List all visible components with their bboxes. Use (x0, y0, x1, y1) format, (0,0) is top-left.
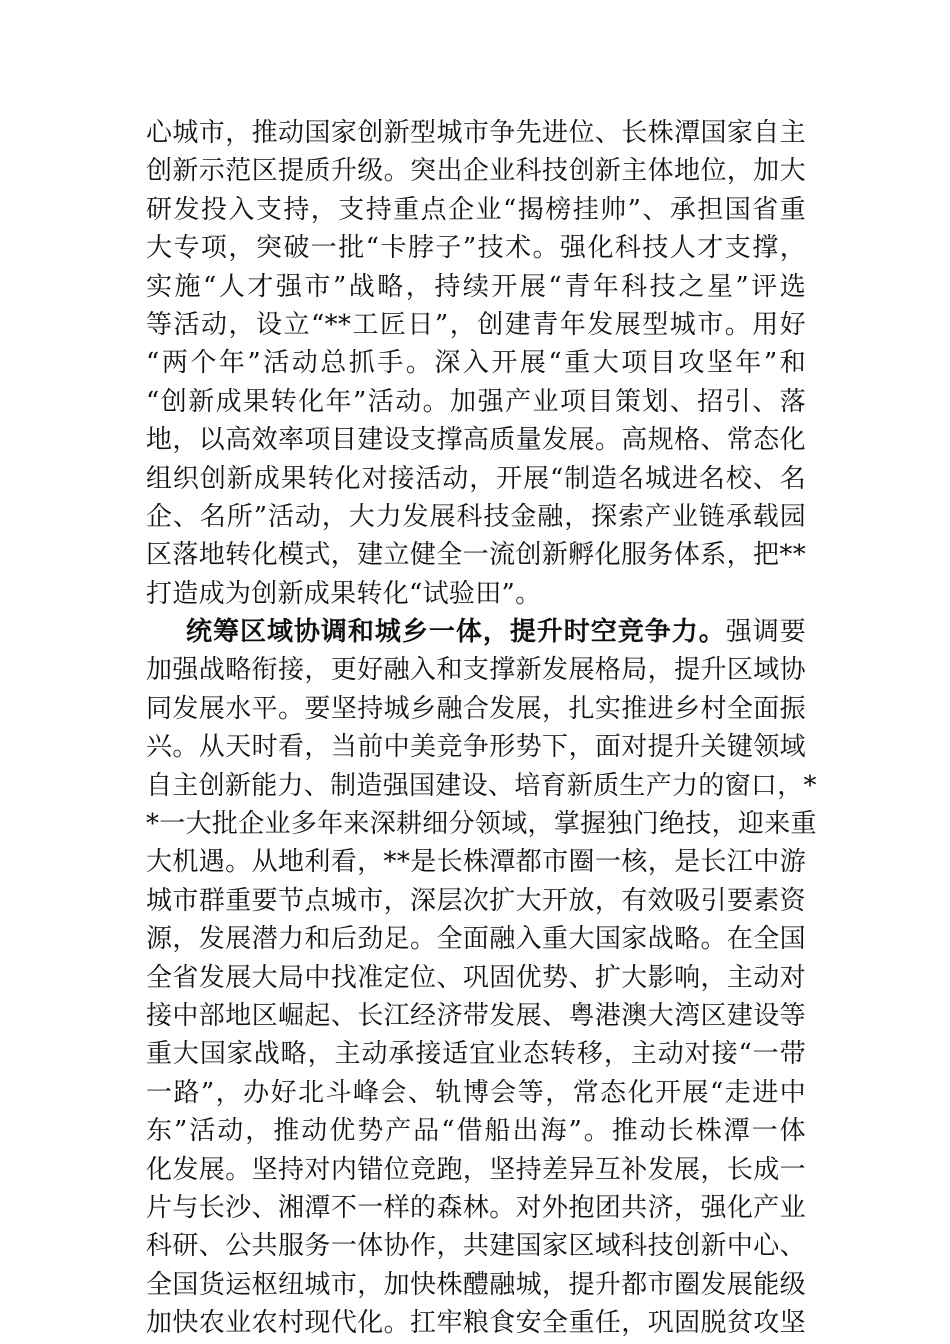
text-line: 自主创新能力、制造强国建设、培育新质生产力的窗口，* (146, 770, 817, 801)
text-line: 同发展水平。要坚持城乡融合发展，扎实推进乡村全面振 (146, 693, 806, 724)
text-line: 一路”，办好北斗峰会、轨博会等，常态化开展“走进中 (146, 1077, 806, 1108)
text-line: 重大国家战略，主动承接适宜业态转移，主动对接“一带 (146, 1039, 806, 1070)
text-line: 大机遇。从地利看，**是长株潭都市圈一核，是长江中游 (146, 847, 806, 878)
text-line: 区落地转化模式，建立健全一流创新孵化服务体系，把** (146, 540, 806, 571)
text-line: 全省发展大局中找准定位、巩固优势、扩大影响，主动对 (146, 962, 806, 993)
text-line: 研发投入支持，支持重点企业“揭榜挂帅”、承担国省重 (146, 194, 806, 225)
text-fragment: 强调要 (725, 617, 806, 648)
paragraph-1 (146, 114, 806, 613)
text-line: “创新成果转化年”活动。加强产业项目策划、招引、落 (146, 386, 806, 417)
text-line: 城市群重要节点城市，深层次扩大开放，有效吸引要素资 (146, 885, 806, 916)
text-line: 加强战略衔接，更好融入和支撑新发展格局，提升区域协 (146, 655, 806, 686)
paragraph-2 (146, 613, 817, 1342)
text-line: 化发展。坚持对内错位竞跑，坚持差异互补发展，长成一 (146, 1154, 806, 1185)
paragraph-2-first-line (146, 613, 806, 651)
text-line: “两个年”活动总抓手。深入开展“重大项目攻坚年”和 (146, 348, 806, 379)
text-line: 创新示范区提质升级。突出企业科技创新主体地位，加大 (146, 156, 806, 187)
text-line: 全国货运枢纽城市，加快株醴融城，提升都市圈发展能级 (146, 1269, 806, 1300)
text-line: 接中部地区崛起、长江经济带发展、粤港澳大湾区建设等 (146, 1000, 806, 1031)
text-line: 组织创新成果转化对接活动，开展“制造名城进名校、名 (146, 463, 806, 494)
text-line: *一大批企业多年来深耕细分领域，掌握独门绝技，迎来重 (146, 809, 817, 840)
text-line: 打造成为创新成果转化“试验田”。 (146, 578, 542, 609)
text-line: 加快农业农村现代化。扛牢粮食安全重任，巩固脱贫攻坚 (146, 1308, 806, 1339)
text-line: 兴。从天时看，当前中美竞争形势下，面对提升关键领域 (146, 732, 806, 763)
text-line: 片与长沙、湘潭不一样的森林。对外抱团共济，强化产业 (146, 1192, 806, 1223)
text-line: 大专项，突破一批“卡脖子”技术。强化科技人才支撑， (146, 233, 806, 264)
text-line: 实施“人才强市”战略，持续开展“青年科技之星”评选 (146, 271, 806, 302)
section-heading: 统筹区域协调和城乡一体，提升时空竞争力。 (186, 617, 726, 648)
text-line: 源，发展潜力和后劲足。全面融入重大国家战略。在全国 (146, 924, 806, 955)
text-line: 科研、公共服务一体协作，共建国家区域科技创新中心、 (146, 1231, 806, 1262)
document-body (146, 114, 817, 1343)
text-line: 企、名所”活动，大力发展科技金融，探索产业链承载园 (146, 501, 806, 532)
text-line: 等活动，设立“**工匠日”，创建青年发展型城市。用好 (146, 309, 806, 340)
text-line: 地，以高效率项目建设支撑高质量发展。高规格、常态化 (146, 425, 806, 456)
text-line: 心城市，推动国家创新型城市争先进位、长株潭国家自主 (146, 118, 806, 148)
text-line: 东”活动，推动优势产品“借船出海”。推动长株潭一体 (146, 1116, 806, 1147)
